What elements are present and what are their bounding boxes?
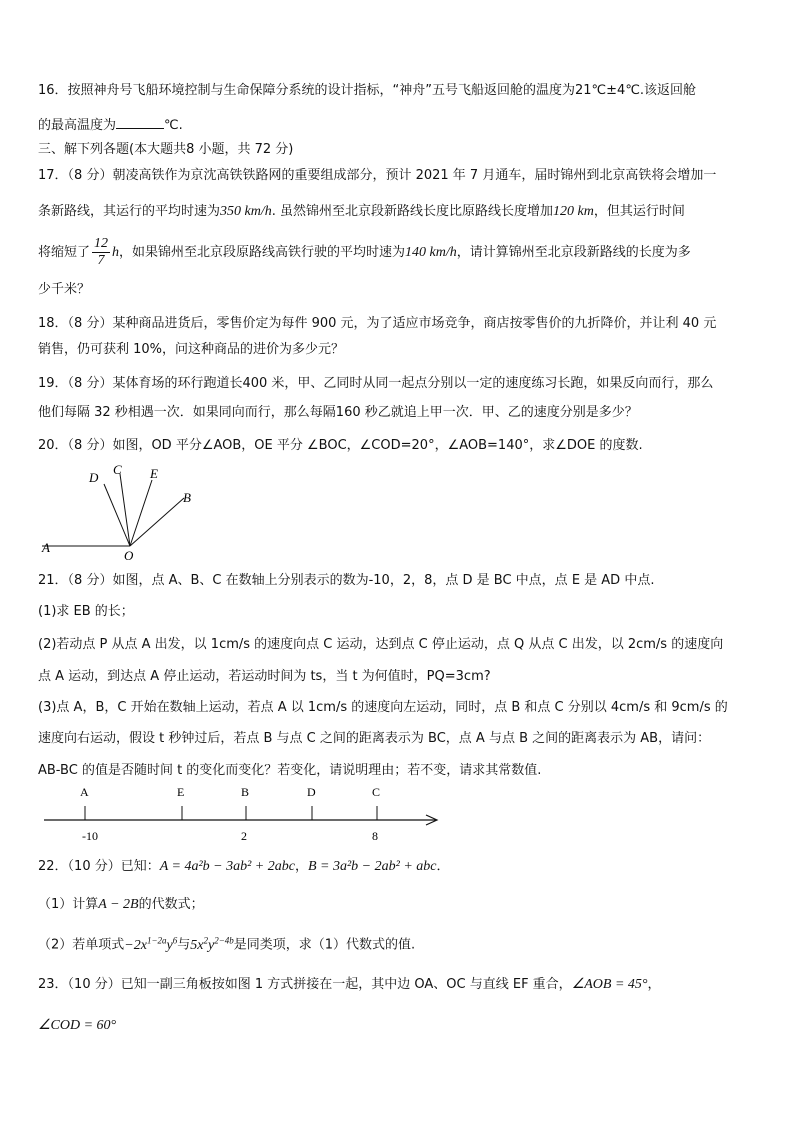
value-b: 2 xyxy=(241,829,247,842)
q17-line3 xyxy=(38,236,691,270)
section-heading: 三、解下列各题(本大题共8 小题，共 72 分) xyxy=(38,142,294,157)
expression-a-minus-2b: A − 2B xyxy=(98,897,139,912)
q22-text: 与 xyxy=(177,937,191,953)
fraction-denominator: 7 xyxy=(97,253,105,268)
q23-text: 23．（10 分）已知一副三角板按如图 1 方式拼接在一起，其中边 OA、OC 与直线 EF 重合， xyxy=(38,977,572,992)
q22-text: 的代数式； xyxy=(138,897,204,912)
label-d: D xyxy=(89,470,99,485)
label-b: B xyxy=(183,490,191,505)
q22-text: 22．（10 分）已知： xyxy=(38,859,160,874)
q17-line2 xyxy=(38,203,685,221)
angle-cod: ∠COD = 60° xyxy=(38,1018,117,1033)
q22-part2 xyxy=(38,931,415,955)
q17-text: 将缩短了 xyxy=(38,245,91,260)
q17-line1: 17．（8 分）朝凌高铁作为京沈高铁铁路网的重要组成部分，预计 2021 年 7 月通车，届时锦州到北京高铁将会增加一 xyxy=(38,168,717,183)
speed-new: 350 km/h xyxy=(220,204,272,219)
q22-text: ． xyxy=(436,859,450,874)
value-a: -10 xyxy=(82,829,98,842)
q16-text-b: ℃. xyxy=(164,118,183,133)
q17-text: ，但其运行时间 xyxy=(593,204,685,219)
q23-text: ， xyxy=(647,977,661,992)
q23-line1 xyxy=(38,976,661,994)
q20-line1: 20．（8 分）如图，OD 平分∠AOB，OE 平分 ∠BOC，∠COD=20°，∠AOB=140°，求∠DOE 的度数. xyxy=(38,438,643,453)
monomial-2-base: 5x xyxy=(190,937,204,953)
point-b: B xyxy=(241,785,250,799)
label-a: A xyxy=(42,540,50,555)
speed-old: 140 km/h xyxy=(405,245,457,260)
monomial-2 xyxy=(190,935,234,953)
angle-figure xyxy=(38,460,198,565)
point-a: A xyxy=(80,785,89,799)
q21-line5: (3)点 A，B，C 开始在数轴上运动，若点 A 以 1cm/s 的速度向左运动，同时，点 B 和点 C 分别以 4cm/s 和 9cm/s 的 xyxy=(38,700,728,715)
value-c: 8 xyxy=(372,829,378,842)
monomial-2-y: y xyxy=(207,937,215,953)
q17-text: ，请计算锦州至北京段新路线的长度为多 xyxy=(456,245,691,260)
q17-text: . 虽然锦州至北京段新路线长度比原路线长度增加 xyxy=(271,204,553,219)
angle-aob: ∠AOB = 45° xyxy=(571,977,648,992)
q23-line2 xyxy=(38,1017,116,1035)
q21-line1: 21．（8 分）如图，点 A、B、C 在数轴上分别表示的数为-10，2，8，点 D 是 BC 中点，点 E 是 AD 中点. xyxy=(38,573,655,588)
monomial-1-base: −2x xyxy=(124,937,147,953)
q22-line1 xyxy=(38,858,450,876)
q17-text: 条新路线，其运行的平均时速为 xyxy=(38,204,221,219)
q21-line6: 速度向右运动，假设 t 秒钟过后，若点 B 与点 C 之间的距离表示为 BC，点 A 与点 B 之间的距离表示为 AB，请问： xyxy=(38,731,711,746)
q18-line2: 销售，仍可获利 10%，问这种商品的进价为多少元？ xyxy=(38,342,345,357)
q21-line7: AB-BC 的值是否随时间 t 的变化而变化？若变化，请说明理由；若不变，请求其常数值. xyxy=(38,763,542,778)
q21-line3: (2)若动点 P 从点 A 出发，以 1cm/s 的速度向点 C 运动，达到点 C 停止运动，点 Q 从点 C 出发，以 2cm/s 的速度向 xyxy=(38,637,724,652)
monomial-1 xyxy=(124,935,178,953)
q16-line1: 16．按照神舟号飞船环境控制与生命保障分系统的设计指标，“神舟”五号飞船返回舱的温度为21℃±4℃.该返回舱 xyxy=(38,83,697,98)
distance-increase: 120 km xyxy=(553,204,594,219)
monomial-1-x-exponent: 1−2a xyxy=(146,935,167,945)
point-e: E xyxy=(177,785,185,799)
time-fraction xyxy=(92,236,110,269)
expression-a: A = 4a²b − 3ab² + 2abc xyxy=(159,859,295,874)
q22-part1 xyxy=(38,896,204,914)
label-o: O xyxy=(124,548,134,563)
q18-line1: 18．（8 分）某种商品进货后，零售价定为每件 900 元，为了适应市场竞争，商店按零售价的九折降价，并让利 40 元 xyxy=(38,316,717,331)
monomial-2-y-exponent: 2−4b xyxy=(214,935,234,945)
answer-blank xyxy=(116,116,164,129)
q21-line2: (1)求 EB 的长； xyxy=(38,604,134,619)
q17-line4: 少千米？ xyxy=(38,282,91,297)
q22-text: ， xyxy=(294,859,308,874)
point-c: C xyxy=(372,785,381,799)
point-d: D xyxy=(307,785,316,799)
fraction-unit: h xyxy=(112,245,120,260)
q22-text: （1）计算 xyxy=(38,897,99,912)
q19-line2: 他们每隔 32 秒相遇一次．如果同向而行，那么每隔160 秒乙就追上甲一次．甲、乙的速度分别是多少？ xyxy=(38,405,638,420)
monomial-1-y: y xyxy=(166,937,173,953)
q16-text-a: 的最高温度为 xyxy=(38,118,117,133)
label-e: E xyxy=(150,466,158,481)
q21-line4: 点 A 运动，到达点 A 停止运动，若运动时间为 ts，当 t 为何值时，PQ=3cm? xyxy=(38,669,491,684)
fraction-numerator: 12 xyxy=(94,236,109,251)
expression-b: B = 3a²b − 2ab² + abc xyxy=(307,859,437,874)
q19-line1: 19．（8 分）某体育场的环行跑道长400 米，甲、乙同时从同一起点分别以一定的速度练习长跑，如果反向而行，那么 xyxy=(38,376,714,391)
label-c: C xyxy=(113,462,122,477)
q22-text: 是同类项，求（1）代数式的值. xyxy=(233,937,416,953)
q22-text: （2）若单项式 xyxy=(38,937,125,953)
q17-text: ，如果锦州至北京段原路线高铁行驶的平均时速为 xyxy=(119,245,406,260)
q16-line2 xyxy=(38,116,183,135)
monomial-2-x-exponent: 2 xyxy=(203,935,208,945)
monomial-1-y-exponent: 6 xyxy=(172,935,178,945)
number-line xyxy=(38,780,448,842)
